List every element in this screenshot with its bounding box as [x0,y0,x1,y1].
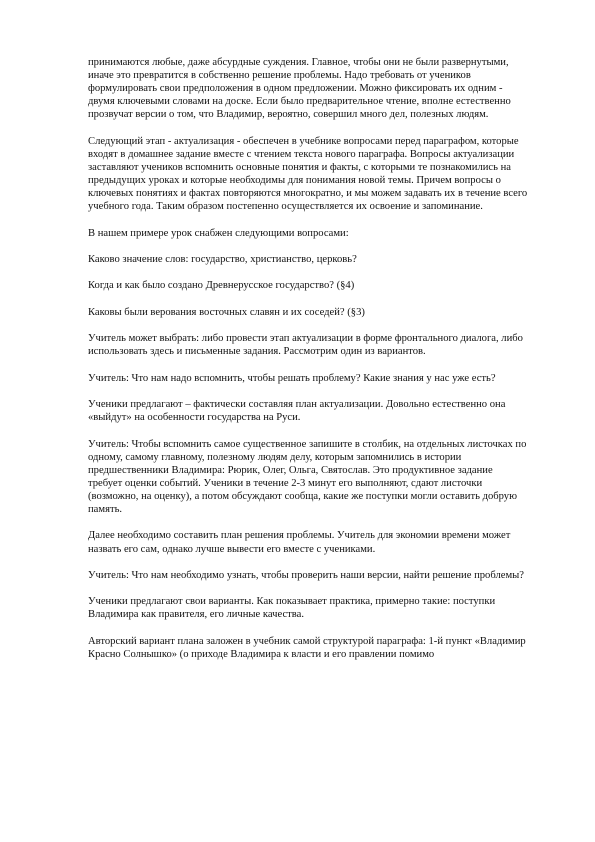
question-2: Когда и как было создано Древнерусское государство? (§4) [88,280,355,292]
paragraph-author-plan: Авторский вариант плана заложен в учебник самой структурой параграфа: 1-й пункт «Владимир Красно Солнышко» (о приходе Владимира к власти и его правлении помимо [88,635,526,660]
question-1: Каково значение слов: государство, христианство, церковь? [88,254,357,266]
paragraph-plan: Далее необходимо составить план решения проблемы. Учитель для экономии времени может назвать его сам, однако лучше вывести его вместе с учениками. [88,530,511,555]
paragraph-teacher-task: Учитель: Чтобы вспомнить самое существенное запишите в столбик, на отдельных листочках по одному, самому главному, полезному людям делу, которым запомнились в истории предшественники Владимира: Рюрик, Олег, Ольга, Святослав. Это продуктивное задание требует оценки событий. Ученики в течение 2-3 минут его выполняют, сдают листочки (возможно, на оценку), а потом обсуждают сообща, какие же поступки могли оставить добрую память. [88,438,527,516]
paragraph-example-intro: В нашем примере урок снабжен следующими вопросами: [88,227,349,239]
paragraph-teacher-choice: Учитель может выбрать: либо провести этап актуализации в форме фронтального диалога, либо использовать здесь и письменные задания. Рассмотрим один из вариантов. [88,333,523,358]
paragraph-students-propose-2: Ученики предлагают свои варианты. Как показывает практика, примерно такие: поступки Владимира как правителя, его личные качества. [88,596,496,621]
paragraph-teacher-question-1: Учитель: Что нам надо вспомнить, чтобы решать проблему? Какие знания у нас уже есть? [88,372,496,384]
paragraph-hypotheses: принимаются любые, даже абсурдные суждения. Главное, чтобы они не были развернутыми, иначе это превратится в собственно решение проблемы. Надо требовать от учеников формулировать свои предположения в одном предложении. Можно фиксировать их одним - двумя ключевыми словами на доске. Если было предварительное чтение, вполне естественно прозвучат версии о том, что Владимир, вероятно, совершил много дел, полезных людям. [88,57,511,121]
question-3: Каковы были верования восточных славян и их соседей? (§3) [88,306,365,318]
paragraph-teacher-question-2: Учитель: Что нам необходимо узнать, чтобы проверить наши версии, найти решение проблемы? [88,569,524,581]
paragraph-actualization: Следующий этап - актуализация - обеспечен в учебнике вопросами перед параграфом, которые входят в домашнее задание вместе с чтением текста нового параграфа. Вопросы актуализации заставляют учеников вспомнить основные понятия и факты, с которыми те познакомились на предыдущих уроках и которые необходимы для понимания новой темы. Причем вопросы о ключевых понятиях и фактах повторяются многократно, и мы можем задавать их в течение всего учебного года. Таким образом постепенно осуществляется их освоение и запоминание. [88,135,528,213]
paragraph-students-propose-1: Ученики предлагают – фактически составляя план актуализации. Довольно естественно она «выйдут» на особенности государства на Руси. [88,399,506,424]
document-body [88,56,528,674]
